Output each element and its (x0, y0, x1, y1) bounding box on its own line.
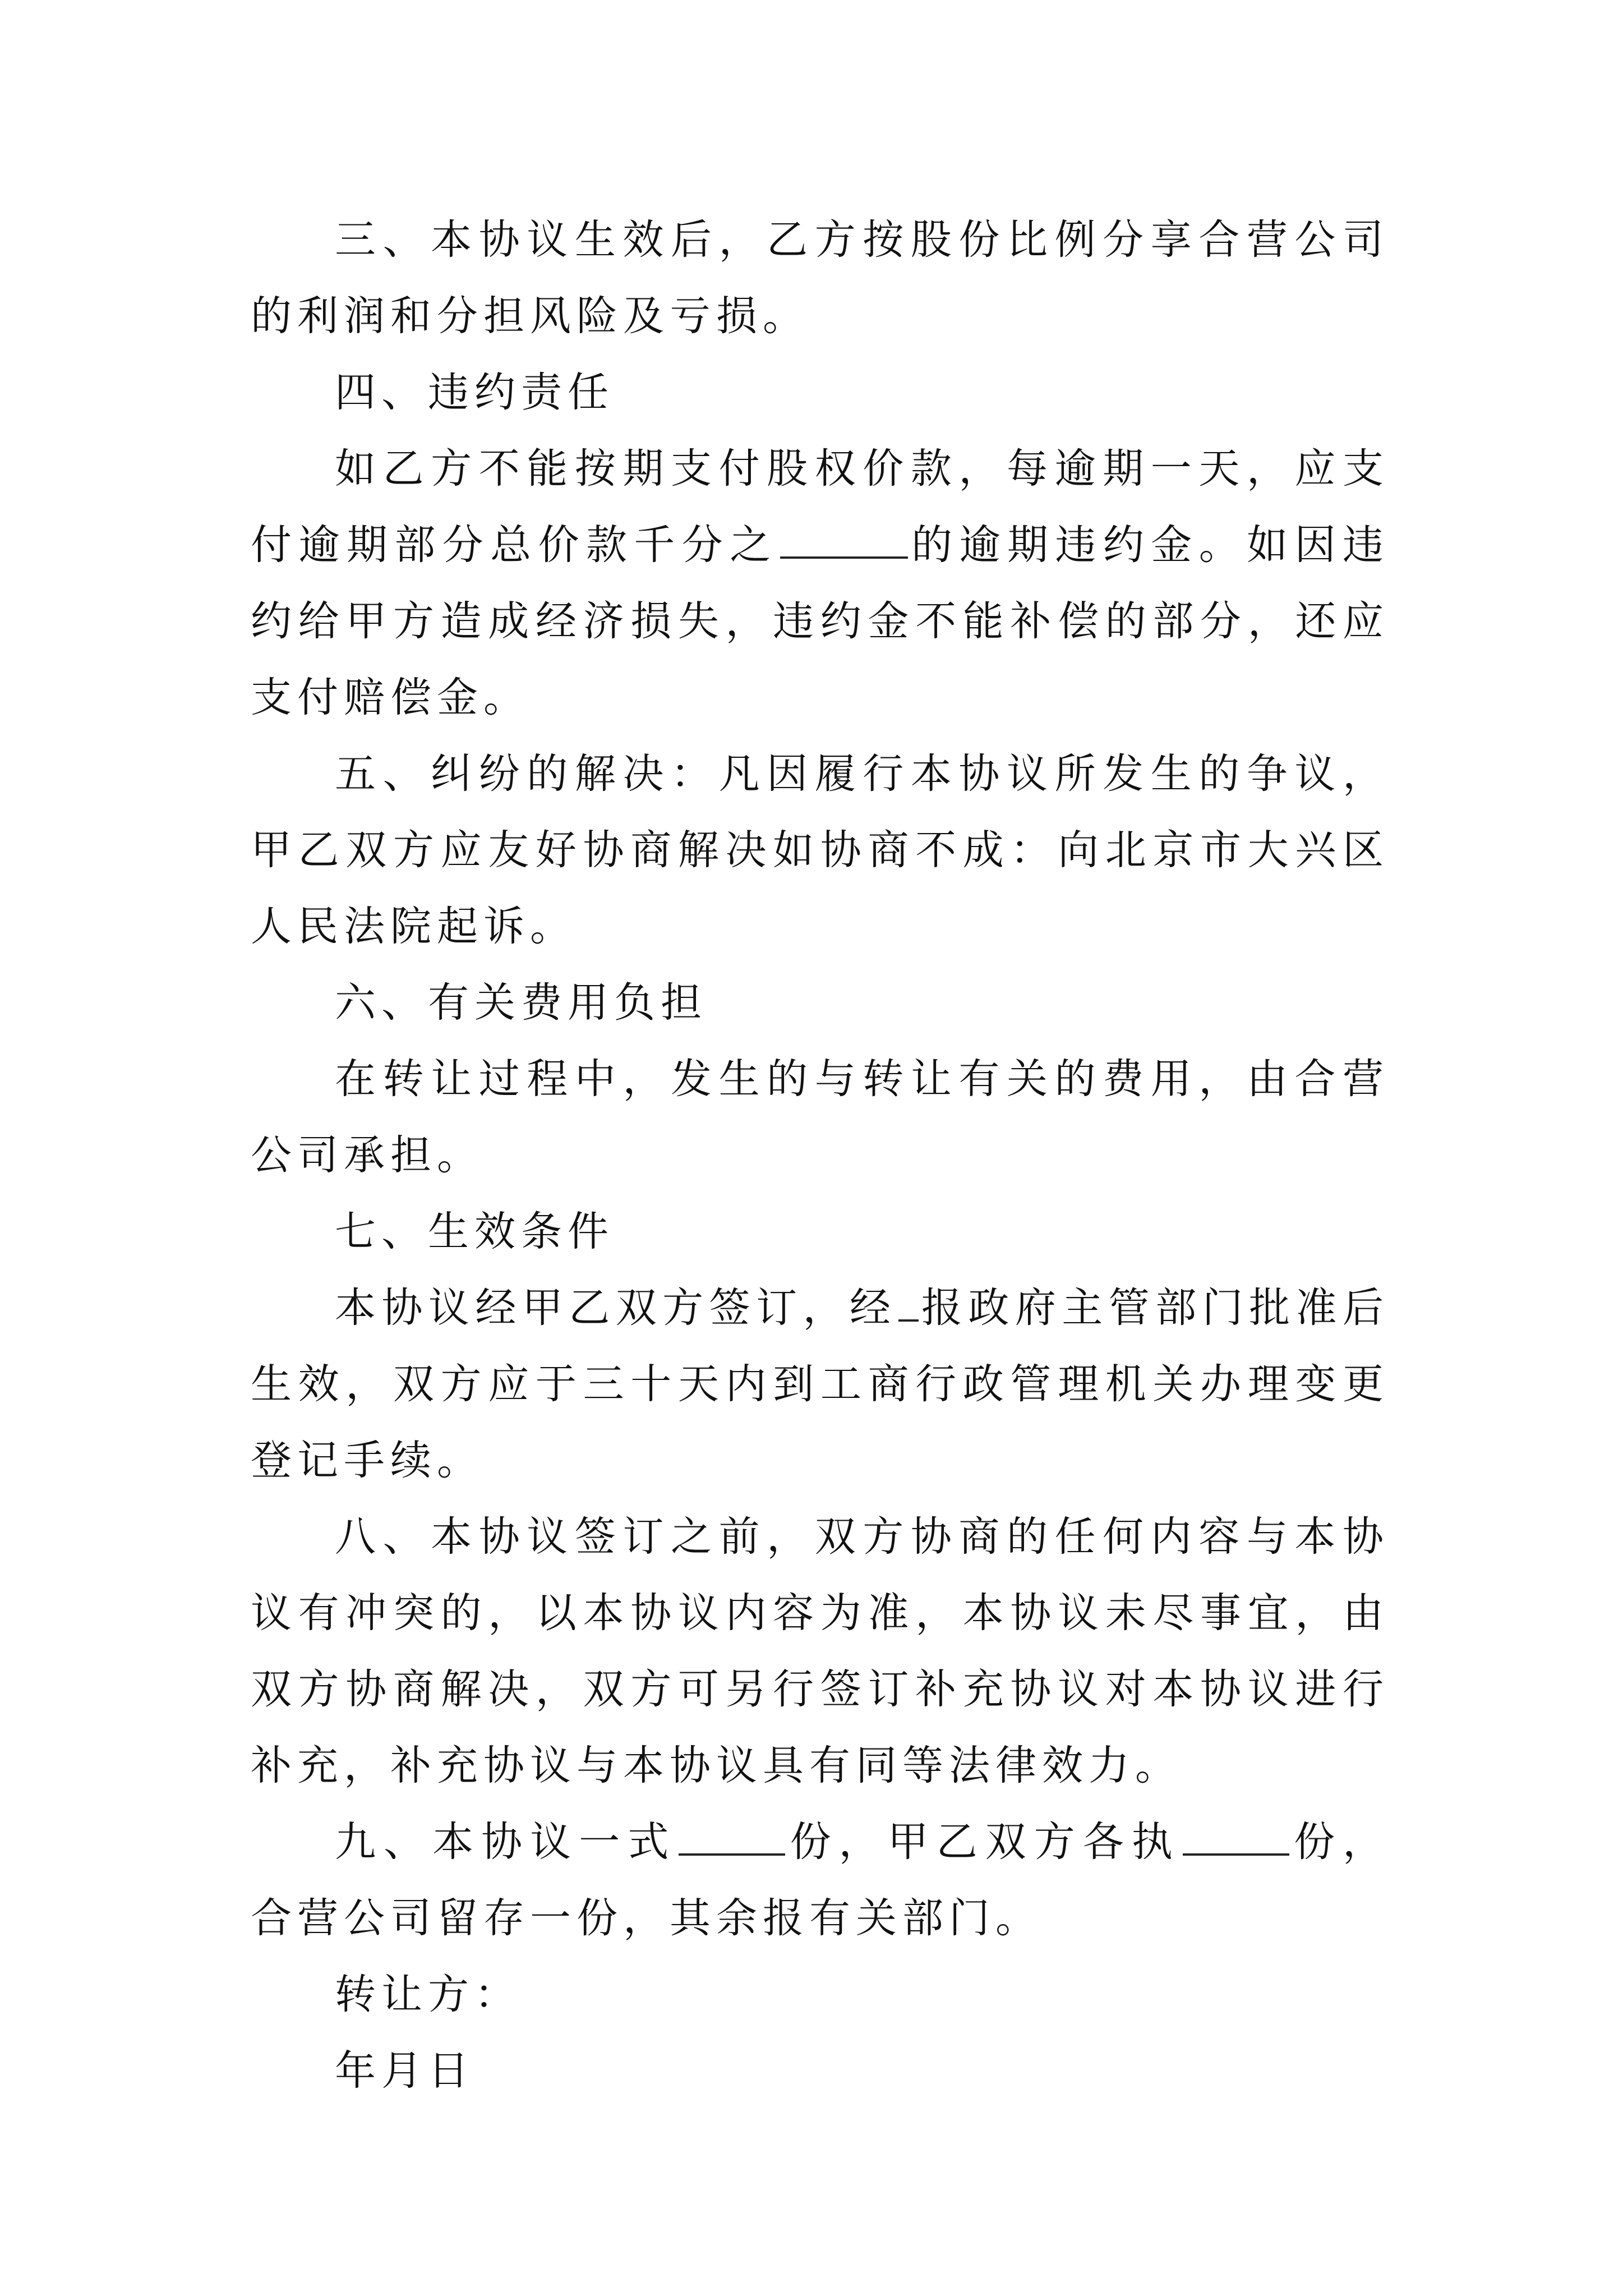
each-party-copies-blank (1183, 1814, 1289, 1856)
clause-three-profit-sharing: 三、本协议生效后，乙方按股份比例分享合营公司的利润和分担风险及亏损。 (251, 216, 1389, 340)
penalty-rate-blank (780, 517, 908, 559)
total-copies-blank (679, 1814, 785, 1856)
clause-eight-precedence: 八、本协议签订之前，双方协商的任何内容与本协议有冲突的，以本协议内容为准，本协议未尽事宜，由双方协商解决，双方可另行签订补充协议对本协议进行补充，补充协议与本协议具有同等法律效力。 (251, 1513, 1389, 1789)
clause-four-heading: 四、违约责任 (335, 369, 614, 416)
clause-six-costs: 在转让过程中，发生的与转让有关的费用，由合营公司承担。 (251, 1055, 1389, 1179)
clause-five-dispute: 五、纠纷的解决：凡因履行本协议所发生的争议，甲乙双方应友好协商解决如协商不成：向北京市大兴区人民法院起诉。 (251, 750, 1389, 950)
clause-nine-copies: 九、本协议一式 份，甲乙双方各执 份，合营公司留存一份，其余报有关部门。 (251, 1804, 1389, 1957)
clause-six-heading: 六、有关费用负担 (335, 979, 707, 1027)
signature-date-label: 年月日 (335, 2047, 474, 2095)
clause-seven-conditions: 本协议经甲乙双方签订，经 报政府主管部门批准后生效，双方应于三十天内到工商行政管理机关办理变更登记手续。 (251, 1270, 1389, 1499)
clause-four-penalty: 如乙方不能按期支付股权价款，每逾期一天，应支付逾期部分总价款千分之 的逾期违约金。如因违约给甲方造成经济损失，违约金不能补偿的部分，还应支付赔偿金。 (251, 445, 1390, 721)
transferor-signature-label: 转让方： (335, 1971, 521, 2018)
approval-blank (898, 1280, 919, 1322)
clause-seven-heading: 七、生效条件 (335, 1208, 614, 1255)
document-body (251, 202, 1389, 2109)
